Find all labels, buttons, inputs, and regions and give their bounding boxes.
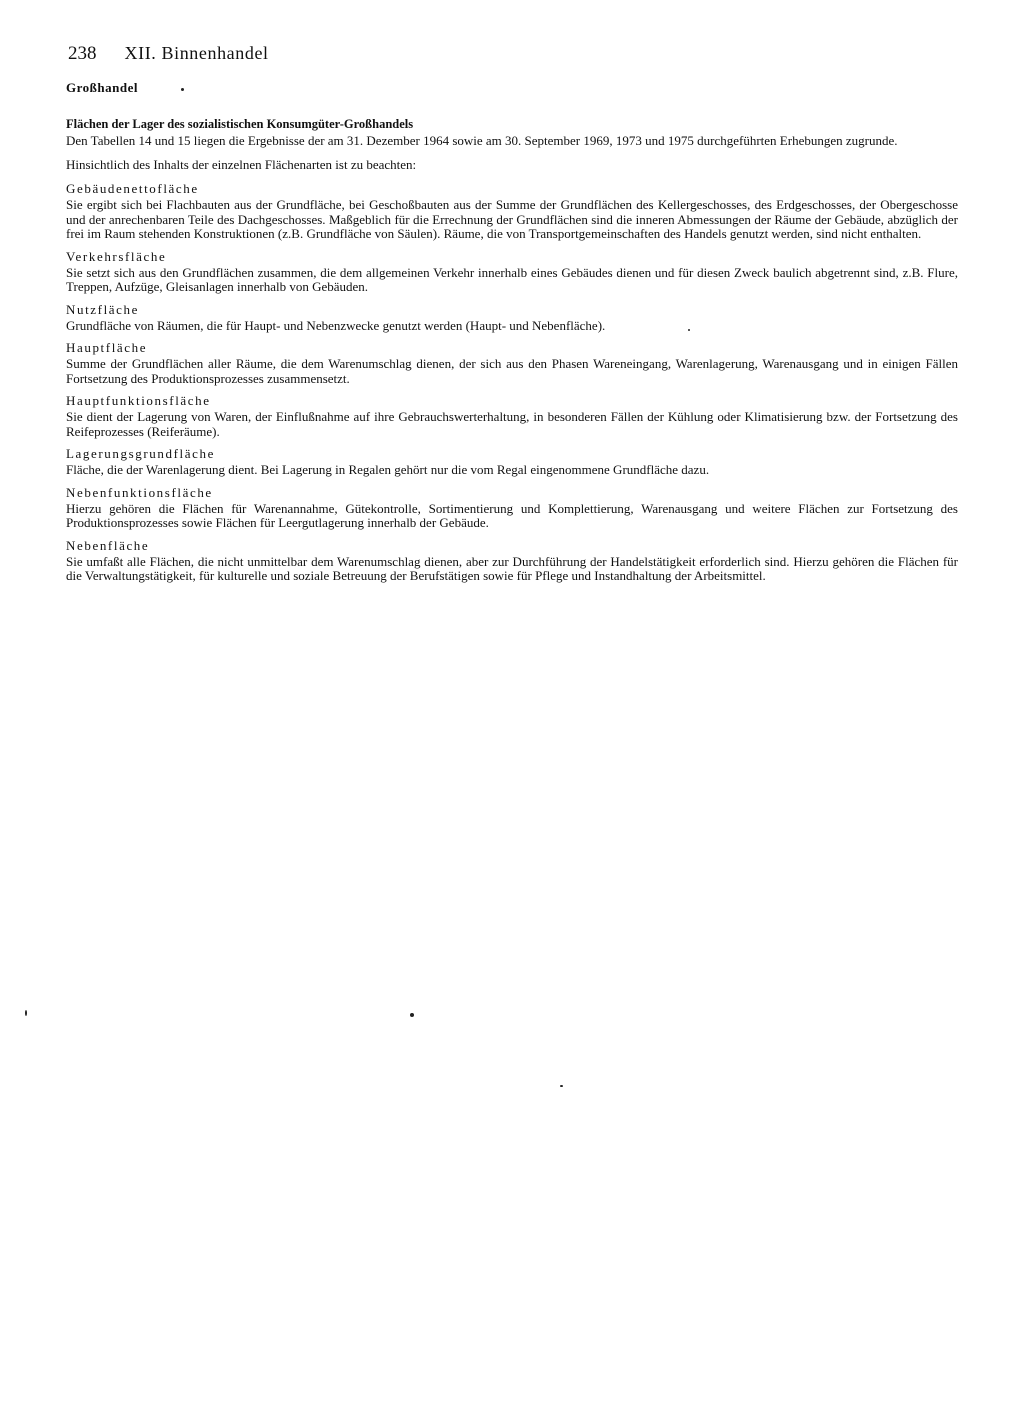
term-text: Sie umfaßt alle Flächen, die nicht unmittelbar dem Warenumschlag dienen, aber zur Durchführung der Handelstätigkeit erforderlich sind. Hierzu gehören die Flächen für die Verwaltungstätigkeit, für kulturelle und soziale Betreuung der Berufstätigen sowie für Pflege und Instandhaltung der Arbeitsmittel. <box>66 553 958 583</box>
page-number: 238 <box>68 43 97 64</box>
term-heading: Nutzfläche <box>66 301 140 317</box>
term-definition <box>66 446 958 478</box>
scan-speck <box>181 88 184 91</box>
term-heading: Nebenfunktionsfläche <box>66 484 213 500</box>
scan-speck <box>25 1010 27 1016</box>
intro-paragraph: Hinsichtlich des Inhalts der einzelnen Flächenarten ist zu beachten: <box>66 157 417 172</box>
term-heading: Lagerungsgrundfläche <box>66 446 215 461</box>
term-definition <box>66 393 958 439</box>
term-definition <box>66 302 958 334</box>
scan-speck <box>688 329 690 331</box>
page-header <box>68 43 948 67</box>
term-definition <box>66 538 958 584</box>
document-body <box>66 80 958 591</box>
term-text: Sie dient der Lagerung von Waren, der Einflußnahme auf ihre Gebrauchswerterhaltung, in besonderen Fällen der Kühlung oder Klimatisierung bzw. der Fortsetzung des Reifeprozesses (Reiferäume). <box>66 409 958 439</box>
section-title: Großhandel <box>66 80 138 95</box>
term-text: Grundfläche von Räumen, die für Haupt- und Nebenzwecke genutzt werden (Haupt- und Nebenfläche). <box>66 317 606 333</box>
term-text: Hierzu gehören die Flächen für Warenannahme, Gütekontrolle, Sortimentierung und Komplettierung, Warenausgang und weitere Flächen zur Fortsetzung des Produktionsprozesses sowie Flächen für Leergutlagerung innerhalb der Gebäude. <box>66 500 958 530</box>
scan-speck <box>560 1085 563 1087</box>
term-heading: Gebäudenettofläche <box>66 181 199 196</box>
chapter-title: XII. Binnenhandel <box>124 43 269 63</box>
term-definition <box>66 181 958 242</box>
subsection-title: Flächen der Lager des sozialistischen Konsumgüter-Großhandels <box>66 117 414 131</box>
intro-paragraph: Den Tabellen 14 und 15 liegen die Ergebnisse der am 31. Dezember 1964 sowie am 30. September 1969, 1973 und 1975 durchgeführten Erhebungen zugrunde. <box>66 133 898 148</box>
term-heading: Hauptfläche <box>66 340 148 355</box>
term-heading: Hauptfunktionsfläche <box>66 393 211 408</box>
term-definition <box>66 249 958 295</box>
term-heading: Nebenfläche <box>66 537 150 553</box>
term-heading: Verkehrsfläche <box>66 248 167 264</box>
term-definition <box>66 485 958 531</box>
term-text: Summe der Grundflächen aller Räume, die dem Warenumschlag dienen, der sich aus den Phasen Wareneingang, Warenlagerung, Warenausgang und in einigen Fällen Fortsetzung des Produktionsprozesses zusammensetzt. <box>66 356 958 386</box>
term-text: Fläche, die der Warenlagerung dient. Bei Lagerung in Regalen gehört nur die vom Regal eingenommene Grundfläche dazu. <box>66 462 710 477</box>
term-definition <box>66 340 958 386</box>
term-text: Sie ergibt sich bei Flachbauten aus der Grundfläche, bei Geschoßbauten aus der Summe der Grundflächen des Kellergeschosses, des Erdgeschosses, der Obergeschosse und der anrechenbaren Teile des Dachgeschosses. Maßgeblich für die Errechnung der Grundflächen sind die inneren Abmessungen der Räume der Gebäude, abzüglich der frei im Raum stehenden Konstruktionen (z.B. Grundfläche von Säulen). Räume, die von Transportgemeinschaften des Handels genutzt werden, sind nicht enthalten. <box>66 197 958 241</box>
term-text: Sie setzt sich aus den Grundflächen zusammen, die dem allgemeinen Verkehr innerhalb eines Gebäudes dienen und für diesen Zweck baulich abgetrennt sind, z.B. Flure, Treppen, Aufzüge, Gleisanlagen innerhalb von Gebäuden. <box>66 264 958 294</box>
scan-speck <box>410 1013 414 1017</box>
